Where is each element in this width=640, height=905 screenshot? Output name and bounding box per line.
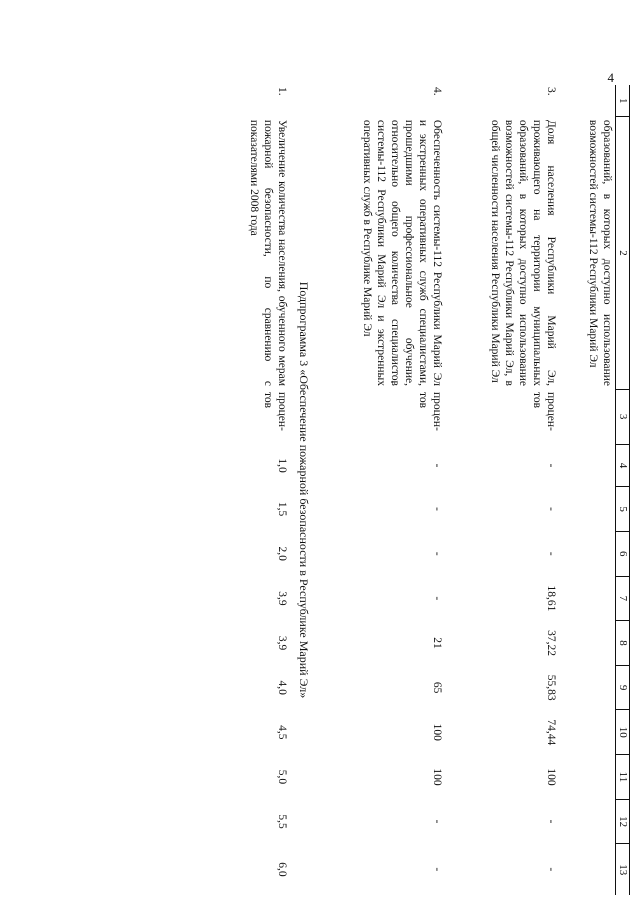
col-header: 13: [615, 844, 629, 895]
value-cell: -: [545, 507, 558, 512]
table-row: [220, 85, 290, 895]
rotated-page: [130, 85, 630, 895]
value-cell: -: [545, 463, 558, 468]
table-row: [319, 85, 445, 895]
indicator-name: Увеличение количества населения, обученного мерам пожарной безопасности, по сравнению с показателями 2008 года: [248, 119, 289, 386]
unit: процен-тов: [417, 392, 444, 431]
value-cell: -: [545, 867, 558, 872]
value-cell: [559, 531, 615, 576]
value-cell: 37,22: [545, 630, 558, 656]
col-header: 8: [615, 621, 629, 666]
value-cell: 18,61: [545, 585, 558, 612]
value-cell: [559, 576, 615, 621]
value-cell: 6,0: [276, 862, 289, 877]
unit: [559, 389, 615, 444]
value-cell: 5,5: [276, 814, 289, 829]
value-cell: 55,83: [545, 674, 558, 701]
indicator-name: образований, в которых доступно использование возможностей системы-112 Республики Марий Эл: [586, 119, 613, 386]
value-cell: 4,0: [276, 680, 289, 695]
value-cell: [559, 665, 615, 710]
value-cell: 21: [431, 637, 444, 649]
value-cell: -: [545, 551, 558, 556]
row-number: 3.: [545, 87, 558, 96]
value-cell: 1,5: [276, 501, 289, 517]
col-header: 7: [615, 576, 629, 621]
value-cell: 100: [431, 723, 444, 741]
value-cell: [559, 844, 615, 895]
value-cell: 2,0: [276, 546, 289, 561]
value-cell: 5,0: [276, 769, 289, 785]
value-cell: [559, 444, 615, 487]
value-cell: -: [431, 819, 444, 824]
value-cell: -: [431, 463, 444, 468]
col-header: 5: [615, 487, 629, 532]
value-cell: [559, 487, 615, 532]
indicators-table: [220, 85, 630, 895]
page-number: 4: [607, 70, 614, 85]
value-cell: [559, 755, 615, 800]
value-cell: 3,9: [276, 591, 289, 606]
value-cell: [559, 799, 615, 844]
indicator-name: Обеспеченность системы-112 Республики Марий Эл и экстренных оперативных служб специалистами, прошедшими профессиональное обучение, относительно общего количества специалистов системы-112 Республики Марий Эл и экстренных оперативных служб в Республике Марий Эл: [361, 119, 444, 386]
header-row: [615, 85, 629, 895]
value-cell: -: [431, 551, 444, 556]
col-header: 4: [615, 444, 629, 487]
indicator-name: Доля населения Республики Марий Эл, проживающего на территории муниципальных образований, в которых доступно использование возможностей системы-112 Республики Марий Эл, в общей численности населения Республики Марий Эл: [489, 119, 558, 386]
col-header: 3: [615, 389, 629, 444]
value-cell: 1,0: [276, 458, 289, 473]
value-cell: 74,44: [545, 719, 558, 746]
row-number: 4.: [431, 87, 444, 96]
table-row: [445, 85, 559, 895]
col-header: 6: [615, 531, 629, 576]
value-cell: 3,9: [276, 635, 289, 651]
value-cell: 65: [431, 681, 444, 694]
section-row: [290, 85, 319, 895]
unit: процен-тов: [262, 392, 289, 431]
value-cell: [559, 621, 615, 666]
value-cell: 4,5: [276, 725, 289, 740]
table-row: [559, 85, 615, 895]
unit: процен-тов: [531, 392, 558, 431]
value-cell: -: [545, 819, 558, 824]
value-cell: -: [431, 596, 444, 601]
value-cell: [559, 710, 615, 755]
value-cell: 100: [545, 768, 558, 786]
col-header: 2: [615, 117, 629, 389]
row-number: 1.: [276, 87, 289, 96]
row-number: [559, 85, 615, 117]
value-cell: 100: [431, 768, 444, 786]
col-header: 11: [615, 755, 629, 800]
value-cell: -: [431, 867, 444, 872]
value-cell: -: [431, 507, 444, 512]
section-title: Подпрограмма 3 «Обеспечение пожарной безопасности в Республике Марий Эл»: [297, 281, 312, 699]
col-header: 1: [615, 85, 629, 117]
col-header: 9: [615, 665, 629, 710]
col-header: 12: [615, 799, 629, 844]
col-header: 10: [615, 710, 629, 755]
